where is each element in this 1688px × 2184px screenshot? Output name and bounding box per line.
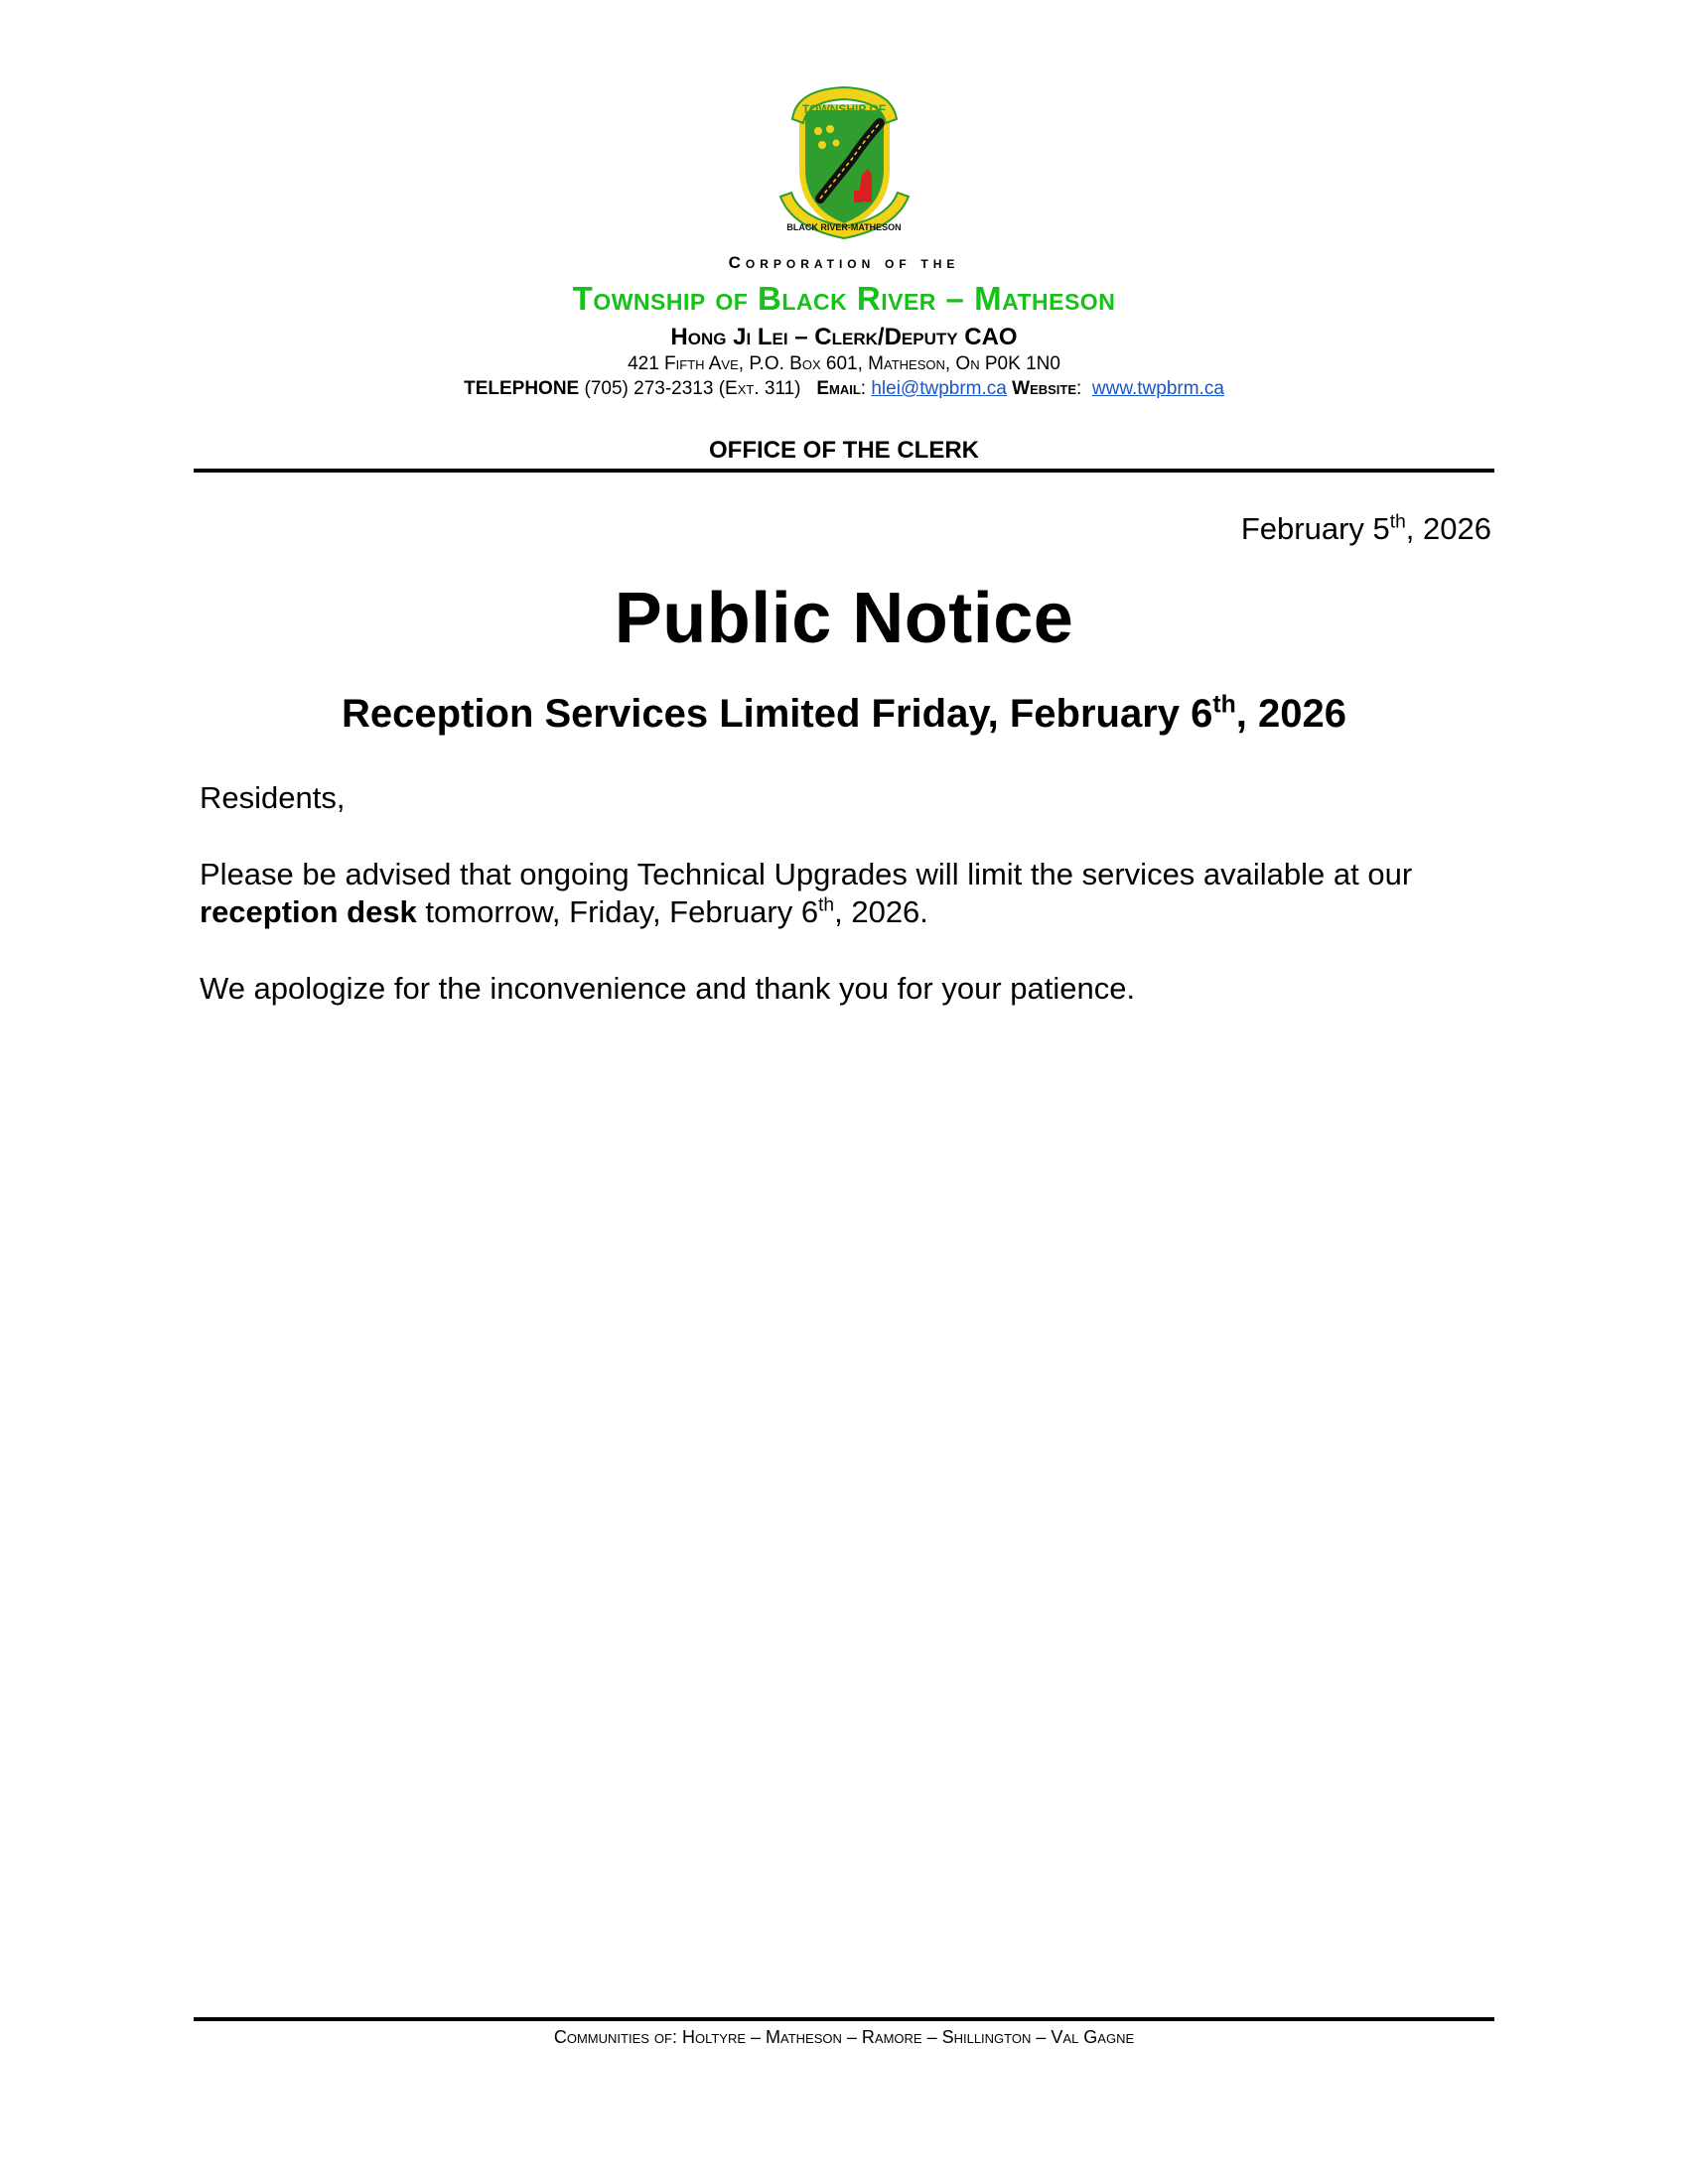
website-label: Website bbox=[1012, 378, 1077, 399]
notice-paragraph-2: We apologize for the inconvenience and thank you for your patience. bbox=[200, 971, 1136, 1006]
township-crest-logo bbox=[763, 79, 926, 243]
township-name: Township of Black River – Matheson bbox=[572, 280, 1116, 317]
email-label: Email bbox=[816, 378, 861, 399]
notice-subtitle bbox=[0, 692, 1688, 737]
telephone-label: TELEPHONE bbox=[464, 378, 580, 399]
subtitle-main: Reception Services Limited Friday, February 6 bbox=[342, 692, 1213, 736]
address-line: 421 Fifth Ave, P.O. Box 601, Matheson, On P0K 1N0 bbox=[628, 353, 1060, 374]
office-heading: OFFICE OF THE CLERK bbox=[709, 437, 979, 464]
corporation-line: Corporation of the bbox=[728, 253, 960, 272]
notice-date bbox=[1241, 511, 1491, 547]
footer-divider bbox=[194, 2017, 1494, 2021]
clerk-line: Hong Ji Lei – Clerk/Deputy CAO bbox=[670, 324, 1018, 350]
para1-part-b: tomorrow, Friday, February 6 bbox=[416, 894, 819, 929]
notice-paragraph-1 bbox=[200, 856, 1500, 931]
subtitle-year: , 2026 bbox=[1235, 692, 1346, 736]
date-year: , 2026 bbox=[1405, 511, 1491, 546]
para1-bold-phrase: reception desk bbox=[200, 894, 417, 929]
contact-line: TELEPHONE (705) 273-2313 (Ext. 311) Email: hlei@twpbrm.ca Website: www.twpbrm.ca bbox=[464, 378, 1224, 399]
website-link[interactable]: www.twpbrm.ca bbox=[1091, 378, 1224, 399]
date-main: February 5 bbox=[1240, 511, 1390, 546]
notice-title: Public Notice bbox=[614, 579, 1074, 658]
crest-banner-top: TOWNSHIP OF bbox=[801, 102, 887, 116]
header-divider bbox=[194, 469, 1494, 473]
para1-part-c: , 2026. bbox=[834, 894, 928, 929]
subtitle-suffix: th bbox=[1212, 691, 1236, 719]
date-suffix: th bbox=[1389, 511, 1406, 533]
para1-part-a: Please be advised that ongoing Technical Upgrades will limit the services available at our bbox=[200, 857, 1413, 891]
communities-footer: Communities of: Holtyre – Matheson – Ramore – Shillington – Val Gagne bbox=[553, 2027, 1135, 2047]
telephone-value: (705) 273-2313 (Ext. 311) bbox=[584, 378, 801, 399]
para1-suffix: th bbox=[818, 894, 835, 916]
salutation: Residents, bbox=[200, 780, 346, 815]
crest-banner-bottom: BLACK RIVER-MATHESON bbox=[786, 222, 902, 232]
email-link[interactable]: hlei@twpbrm.ca bbox=[871, 378, 1007, 399]
